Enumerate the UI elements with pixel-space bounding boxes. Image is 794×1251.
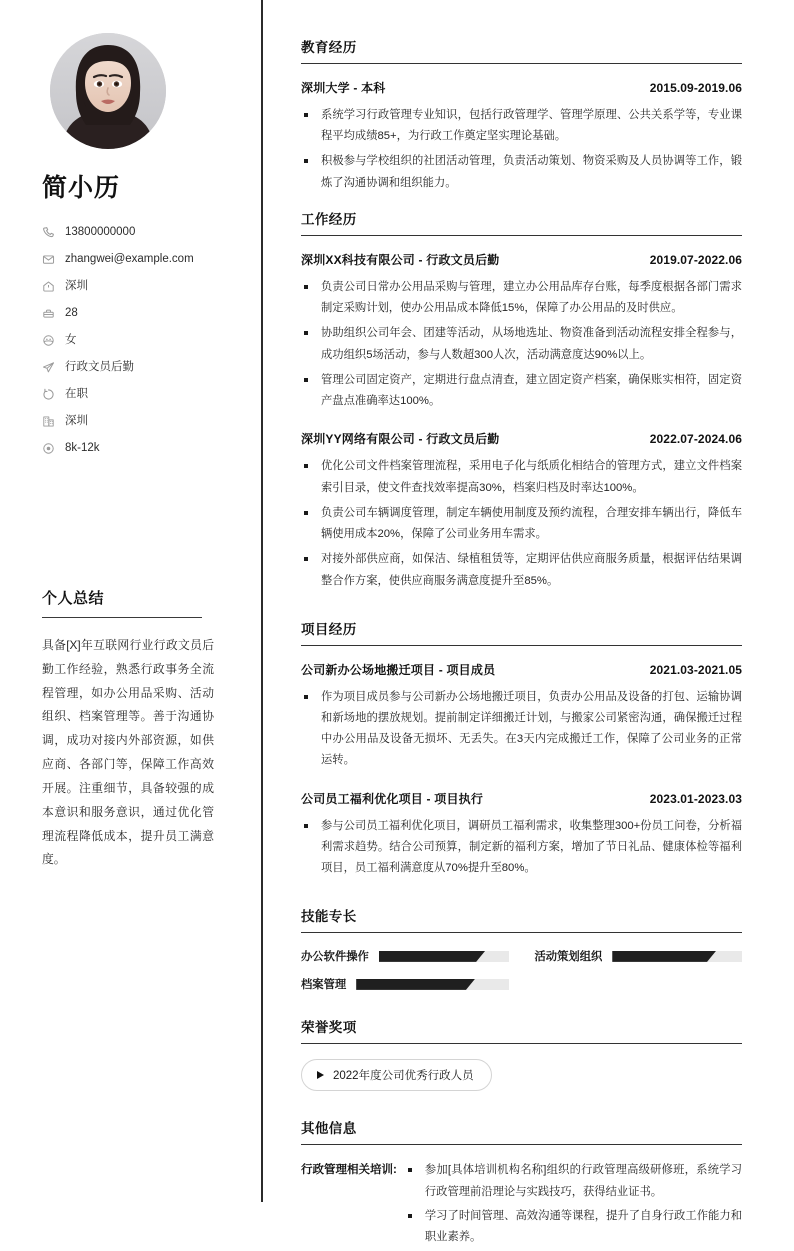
skill-label: 办公软件操作	[301, 951, 369, 964]
section-rule	[301, 932, 742, 933]
entry-date: 2023.01-2023.03	[649, 791, 742, 806]
entry-title: 公司员工福利优化项目 - 项目执行	[301, 791, 484, 806]
project-entry	[301, 661, 742, 772]
contact-item-email	[42, 246, 237, 273]
skill-label: 活动策划组织	[534, 951, 603, 964]
briefcase-icon	[42, 307, 55, 320]
entry-title: 深圳YY网络有限公司 - 行政文员后勤	[301, 432, 500, 447]
entry-bullets	[301, 277, 742, 412]
section-other	[301, 1117, 742, 1251]
bullet-item: 学习了时间管理、高效沟通等课程，提升了自身行政工作能力和职业素养。	[405, 1206, 742, 1248]
bullet-item: 负责公司日常办公用品采购与管理，建立办公用品库存台账，每季度根据各部门需求制定采购计划，使办公用品成本降低15%，保障了办公用品的及时供应。	[301, 277, 742, 319]
honor-list	[301, 1059, 742, 1091]
section-rule	[301, 1043, 742, 1044]
section-skills	[301, 905, 742, 992]
contact-value: 女	[65, 333, 77, 346]
section-rule	[301, 63, 742, 64]
status-circle-icon	[42, 388, 55, 401]
entry-title: 深圳大学 - 本科	[301, 81, 386, 95]
bullet-item: 协助组织公司年会、团建等活动，从场地选址、物资准备到活动流程安排全程参与，成功组织5场活动，参与人数超300人次，活动满意度达90%以上。	[301, 323, 742, 365]
section-heading-projects: 项目经历	[301, 621, 357, 637]
skill-label: 档案管理	[301, 979, 347, 992]
entry-bullets	[301, 105, 742, 194]
skill-fill	[356, 979, 475, 990]
contact-value: 13800000000	[65, 225, 136, 238]
bullet-item: 作为项目成员参与公司新办公场地搬迁项目，负责办公用品及设备的打包、运输协调和新场地的摆放规划。提前制定详细搬迁计划，与搬家公司紧密沟通，确保搬迁过程中办公用品及设备无损坏、无丢失。在3天内完成搬迁工作，保障了公司业务的正常运转。	[301, 687, 742, 772]
avatar-photo-icon	[50, 33, 166, 149]
skill-fill	[612, 951, 716, 962]
entry-date: 2019.07-2022.06	[649, 252, 742, 267]
contact-list	[42, 219, 237, 462]
contact-item-workplace	[42, 408, 237, 435]
envelope-icon	[42, 253, 55, 266]
skill-row	[301, 948, 509, 964]
entry-head	[301, 790, 742, 807]
entry-head	[301, 251, 742, 268]
gender-icon	[42, 334, 55, 347]
contact-item-salary	[42, 435, 237, 462]
triangle-right-icon	[317, 1071, 324, 1079]
other-bullets	[405, 1160, 742, 1251]
other-label: 行政管理相关培训:	[301, 1164, 397, 1177]
contact-value: 行政文员后勤	[65, 360, 134, 373]
skills-grid	[301, 948, 742, 992]
honor-pill[interactable]	[301, 1059, 492, 1091]
section-rule	[301, 235, 742, 236]
target-icon	[42, 442, 55, 455]
entry-head	[301, 661, 742, 678]
skill-fill	[379, 951, 485, 962]
contact-item-position	[42, 354, 237, 381]
contact-value: 8k-12k	[65, 441, 100, 454]
bullet-item: 参与公司员工福利优化项目，调研员工福利需求，收集整理300+份员工问卷，分析福利需求趋势。结合公司预算，制定新的福利方案，增加了节日礼品、健康体检等福利项目，员工福利满意度从70%提升至80%。	[301, 816, 742, 880]
entry-title: 公司新办公场地搬迁项目 - 项目成员	[301, 662, 496, 677]
contact-value: 在职	[65, 387, 88, 400]
main-content	[263, 0, 794, 1244]
bullet-item: 参加[具体培训机构名称]组织的行政管理高级研修班，系统学习行政管理前沿理论与实践技巧，获得结业证书。	[405, 1160, 742, 1202]
entry-title: 深圳XX科技有限公司 - 行政文员后勤	[301, 252, 500, 267]
entry-bullets	[301, 687, 742, 772]
section-heading-other: 其他信息	[301, 1121, 357, 1137]
entry-bullets	[301, 456, 742, 591]
section-heading-work: 工作经历	[301, 211, 357, 227]
skill-row	[301, 976, 509, 992]
contact-value: 深圳	[65, 279, 88, 292]
contact-item-status	[42, 381, 237, 408]
bullet-item: 对接外部供应商，如保洁、绿植租赁等，定期评估供应商服务质量，根据评估结果调整合作方案，使供应商服务满意度提升至85%。	[301, 549, 742, 591]
skill-track	[379, 951, 509, 962]
honor-label: 2022年度公司优秀行政人员	[333, 1070, 474, 1083]
section-heading-education: 教育经历	[301, 40, 357, 55]
section-work	[301, 208, 742, 592]
entry-date: 2015.09-2019.06	[649, 81, 742, 95]
section-heading-honors: 荣誉奖项	[301, 1020, 357, 1036]
summary-heading: 个人总结	[42, 590, 105, 607]
work-entry	[301, 430, 742, 591]
contact-value: 深圳	[65, 414, 88, 427]
entry-date: 2022.07-2024.06	[649, 432, 742, 447]
section-honors	[301, 1016, 742, 1091]
project-entry	[301, 790, 742, 880]
contact-value: zhangwei@example.com	[65, 252, 194, 265]
home-icon	[42, 280, 55, 293]
contact-value: 28	[65, 306, 78, 319]
section-rule	[301, 645, 742, 646]
entry-bullets	[301, 816, 742, 880]
other-row	[301, 1160, 742, 1251]
education-entry	[301, 79, 742, 194]
contact-item-age	[42, 300, 237, 327]
summary-section	[42, 587, 237, 872]
section-rule	[301, 1144, 742, 1145]
entry-date: 2021.03-2021.05	[649, 662, 742, 677]
bullet-item: 管理公司固定资产，定期进行盘点清查，建立固定资产档案，确保账实相符，固定资产盘点准确率达100%。	[301, 370, 742, 412]
skill-track	[612, 951, 742, 962]
bullet-item: 负责公司车辆调度管理，制定车辆使用制度及预约流程，合理安排车辆出行，降低车辆使用成本20%，保障了公司业务用车需求。	[301, 503, 742, 545]
work-entry	[301, 251, 742, 412]
building-icon	[42, 415, 55, 428]
person-name: 简小历	[42, 174, 121, 202]
phone-icon	[42, 226, 55, 239]
summary-heading-rule	[42, 617, 202, 618]
sidebar	[0, 0, 263, 1202]
avatar	[50, 33, 166, 149]
bullet-item: 系统学习行政管理专业知识，包括行政管理学、管理学原理、公共关系学等，专业课程平均成绩85+，为行政工作奠定坚实理论基础。	[301, 105, 742, 147]
section-projects	[301, 618, 742, 880]
skill-track	[356, 979, 508, 990]
entry-head	[301, 430, 742, 447]
section-heading-skills: 技能专长	[301, 909, 357, 925]
contact-item-phone	[42, 219, 237, 246]
section-education	[301, 36, 742, 194]
skill-row	[535, 948, 743, 964]
summary-text: 具备[X]年互联网行业行政文员后勤工作经验，熟悉行政事务全流程管理，如办公用品采购、活动组织、档案管理等。善于沟通协调，成功对接内外部资源，如供应商、各部门等，保障工作高效开展。注重细节，具备较强的成本意识和服务意识，通过优化管理流程降低成本，提升员工满意度。	[42, 638, 214, 867]
entry-head	[301, 79, 742, 96]
contact-item-city	[42, 273, 237, 300]
contact-item-gender	[42, 327, 237, 354]
bullet-item: 积极参与学校组织的社团活动管理，负责活动策划、物资采购及人员协调等工作，锻炼了沟通协调和组织能力。	[301, 151, 742, 193]
paper-plane-icon	[42, 361, 55, 374]
bullet-item: 优化公司文件档案管理流程，采用电子化与纸质化相结合的管理方式，建立文件档案索引目录，使文件查找效率提高30%，档案归档及时率达100%。	[301, 456, 742, 498]
